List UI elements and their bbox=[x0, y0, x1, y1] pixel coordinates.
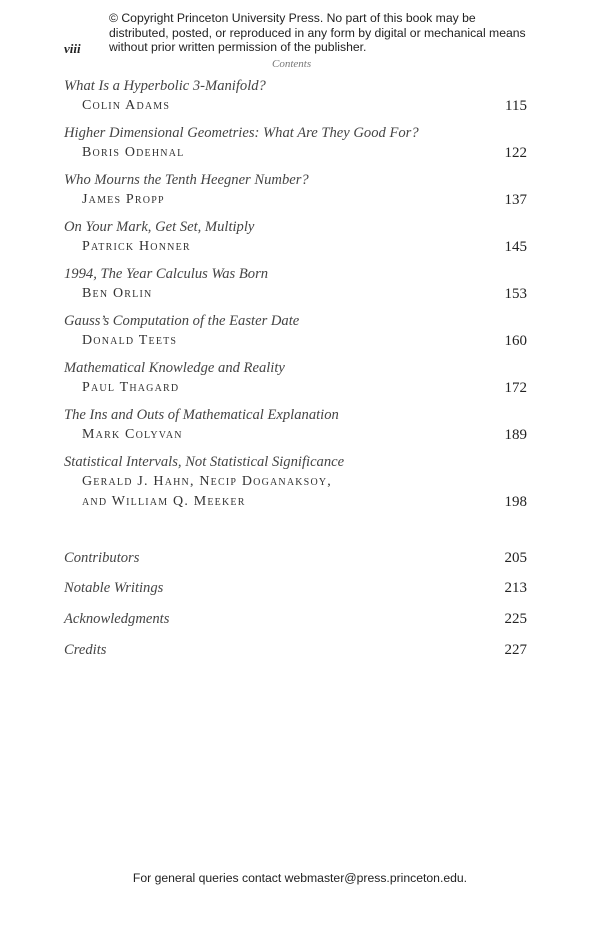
page-folio: viii bbox=[64, 41, 81, 56]
back-matter-title: Contributors bbox=[64, 550, 140, 566]
toc-entry bbox=[64, 123, 527, 163]
back-matter-entry bbox=[64, 609, 527, 629]
entry-title: Who Mourns the Tenth Heegner Number? bbox=[64, 172, 309, 188]
back-matter-entry bbox=[64, 548, 527, 568]
back-matter-page-number: 227 bbox=[504, 642, 527, 658]
entry-author: Mark Colyvan bbox=[82, 427, 183, 442]
footer-contact: For general queries contact webmaster@press.princeton.edu. bbox=[132, 871, 468, 885]
back-matter-title: Notable Writings bbox=[64, 580, 164, 596]
entry-author: Boris Odehnal bbox=[82, 145, 185, 160]
toc-entry bbox=[64, 170, 527, 210]
entry-title: Statistical Intervals, Not Statistical Significance bbox=[64, 454, 345, 470]
entry-page-number: 145 bbox=[504, 239, 527, 255]
entry-page-number: 115 bbox=[505, 98, 527, 114]
entry-page-number: 160 bbox=[504, 333, 527, 349]
entry-page-number: 172 bbox=[504, 380, 527, 396]
entry-author: James Propp bbox=[82, 192, 165, 207]
entry-page-number: 198 bbox=[504, 494, 527, 510]
entry-author: Colin Adams bbox=[82, 98, 171, 113]
back-matter-page-number: 213 bbox=[504, 580, 527, 596]
entry-author: Donald Teets bbox=[82, 333, 178, 348]
back-matter-title: Acknowledgments bbox=[64, 611, 170, 627]
entry-title: What Is a Hyperbolic 3-Manifold? bbox=[64, 78, 266, 94]
entry-author: and William Q. Meeker bbox=[82, 494, 246, 509]
entry-author: Gerald J. Hahn, Necip Doganaksoy, bbox=[82, 474, 332, 489]
entry-author: Paul Thagard bbox=[82, 380, 180, 395]
entry-title: Higher Dimensional Geometries: What Are They Good For? bbox=[64, 125, 419, 141]
entry-title: Mathematical Knowledge and Reality bbox=[64, 360, 285, 376]
toc-entry bbox=[64, 217, 527, 257]
back-matter-page-number: 205 bbox=[504, 550, 527, 566]
toc-entry bbox=[64, 311, 527, 351]
entry-title: On Your Mark, Get Set, Multiply bbox=[64, 219, 255, 235]
back-matter-entry bbox=[64, 640, 527, 660]
toc-entry bbox=[64, 405, 527, 445]
entry-title: 1994, The Year Calculus Was Born bbox=[64, 266, 269, 282]
entry-title: The Ins and Outs of Mathematical Explanation bbox=[64, 407, 339, 423]
entry-page-number: 137 bbox=[504, 192, 527, 208]
entry-page-number: 189 bbox=[504, 427, 527, 443]
back-matter-title: Credits bbox=[64, 642, 107, 658]
copyright-notice: © Copyright Princeton University Press. No part of this book may be distributed, posted, or reproduced in any form by digital or mechanical means without prior written permission of the publisher. bbox=[109, 11, 526, 55]
toc-entry bbox=[64, 264, 527, 304]
running-head: Contents bbox=[272, 58, 312, 70]
toc-entry bbox=[64, 452, 527, 512]
toc-entry bbox=[64, 358, 527, 398]
back-matter-page-number: 225 bbox=[504, 611, 527, 627]
entry-author: Ben Orlin bbox=[82, 286, 153, 301]
entry-author: Patrick Honner bbox=[82, 239, 191, 254]
entry-page-number: 153 bbox=[504, 286, 527, 302]
entry-title: Gauss’s Computation of the Easter Date bbox=[64, 313, 300, 329]
back-matter-entry bbox=[64, 578, 527, 598]
toc-entry bbox=[64, 76, 527, 116]
entry-page-number: 122 bbox=[504, 145, 527, 161]
